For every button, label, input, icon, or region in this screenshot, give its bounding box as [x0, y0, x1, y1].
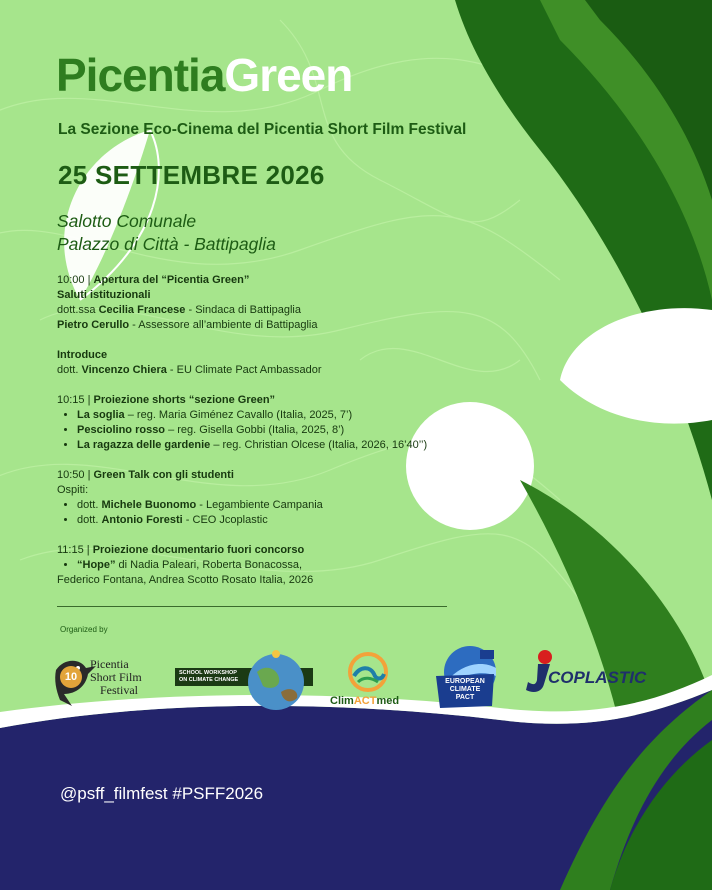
- speaker-line: [57, 303, 517, 318]
- speaker-prefix: dott.: [77, 514, 102, 526]
- climactmed-logo: [328, 652, 408, 710]
- film-info-continued: Federico Fontana, Andrea Scotto Rosato Italia, 2026: [57, 574, 314, 586]
- film-list: [57, 408, 517, 453]
- introduce-heading: Introduce: [57, 349, 108, 361]
- film-info: – reg. Maria Giménez Cavallo (Italia, 2025, 7’): [124, 409, 353, 421]
- speaker-prefix: dott.ssa: [57, 304, 99, 316]
- program: [57, 273, 517, 588]
- doc-list: [57, 558, 517, 573]
- program-item-talk: [57, 468, 517, 483]
- film-title: Pesciolino rosso: [77, 424, 166, 436]
- list-item: [77, 498, 517, 513]
- speaker-name: Vincenzo Chiera: [81, 364, 167, 376]
- brand-title: [56, 49, 353, 101]
- speaker-line: [57, 363, 517, 378]
- school-line-1: SCHOOL WORKSHOP: [179, 670, 237, 676]
- globe-icon: [243, 648, 309, 714]
- speaker-role: - Assessore all’ambiente di Battipaglia: [129, 319, 318, 331]
- program-item-documentary: [57, 543, 517, 558]
- list-item: [77, 408, 517, 423]
- speaker-name: Pietro Cerullo: [57, 319, 130, 331]
- film-info: – reg. Gisella Gobbi (Italia, 2025, 8’): [165, 424, 345, 436]
- speaker-prefix: dott.: [57, 364, 82, 376]
- item-title: Proiezione shorts “sezione Green”: [93, 394, 276, 406]
- program-item-shorts: [57, 393, 517, 408]
- item-title: Green Talk con gli studenti: [93, 469, 234, 481]
- venue: [57, 210, 276, 256]
- list-item: [77, 423, 517, 438]
- psff-line-3: Festival: [100, 683, 138, 697]
- school-workshop-logo: [175, 648, 315, 714]
- film-info: di Nadia Paleari, Roberta Bonacossa,: [115, 559, 302, 571]
- film-title: “Hope”: [77, 559, 116, 571]
- venue-line-1: Salotto Comunale: [57, 211, 197, 231]
- climact-part-a: Clim: [330, 695, 354, 707]
- list-item: [77, 438, 517, 453]
- speaker-role: - EU Climate Pact Ambassador: [166, 364, 322, 376]
- psff-line-2: Short Film: [90, 670, 142, 684]
- brand-part-green: Green: [224, 49, 353, 101]
- speaker-role: - CEO Jcoplastic: [182, 514, 268, 526]
- time-label: 10:50 |: [57, 469, 94, 481]
- school-line-2: ON CLIMATE CHANGE: [179, 677, 239, 683]
- coplastic-text: COPLASTIC: [548, 668, 647, 687]
- program-item-opening: [57, 273, 517, 288]
- speaker-prefix: dott.: [77, 499, 102, 511]
- event-date: 25 SETTEMBRE 2026: [58, 160, 325, 190]
- psff-text: [90, 658, 142, 697]
- organized-by-label: Organized by: [60, 625, 108, 634]
- pact-line-1: EUROPEAN: [445, 678, 485, 685]
- school-text: [179, 670, 238, 684]
- guests-label: Ospiti:: [57, 484, 89, 496]
- pact-line-3: PACT: [455, 694, 475, 701]
- speaker-line: [57, 318, 517, 333]
- psff-line-1: Picentia: [90, 657, 129, 671]
- speaker-name: Michele Buonomo: [101, 499, 197, 511]
- anniversary-badge: 10: [60, 666, 82, 688]
- pact-line-2: CLIMATE: [449, 686, 481, 693]
- list-item: [77, 558, 517, 573]
- film-info: – reg. Christian Olcese (Italia, 2026, 16’40’’): [210, 439, 428, 451]
- european-climate-pact-logo: [432, 646, 500, 710]
- subtitle: La Sezione Eco-Cinema del Picentia Short Film Festival: [58, 121, 467, 138]
- item-title: Proiezione documentario fuori concorso: [92, 544, 305, 556]
- item-title: Apertura del “Picentia Green”: [93, 274, 250, 286]
- climactmed-text: [330, 695, 399, 707]
- greetings-heading: Saluti istituzionali: [57, 289, 151, 301]
- time-label: 11:15 |: [57, 544, 93, 556]
- list-item: [77, 513, 517, 528]
- divider: [57, 606, 447, 607]
- guest-list: [57, 498, 517, 528]
- climact-part-c: med: [376, 695, 400, 707]
- speaker-name: Cecilia Francese: [98, 304, 186, 316]
- climact-part-b: ACT: [353, 695, 377, 707]
- speaker-role: - Legambiente Campania: [196, 499, 323, 511]
- film-title: La ragazza delle gardenie: [77, 439, 211, 451]
- jcoplastic-logo: [524, 650, 647, 698]
- speaker-role: - Sindaca di Battipaglia: [185, 304, 301, 316]
- film-title: La soglia: [77, 409, 125, 421]
- venue-line-2: Palazzo di Città - Battipaglia: [57, 234, 276, 254]
- time-label: 10:15 |: [57, 394, 94, 406]
- speaker-name: Antonio Foresti: [101, 514, 183, 526]
- psff-logo: [52, 650, 162, 708]
- wave-icon: [348, 652, 388, 692]
- brand-part-picentia: Picentia: [56, 49, 225, 101]
- time-label: 10:00 |: [57, 274, 94, 286]
- pact-text: [436, 678, 494, 702]
- social-handles: @psff_filmfest #PSFF2026: [60, 784, 264, 803]
